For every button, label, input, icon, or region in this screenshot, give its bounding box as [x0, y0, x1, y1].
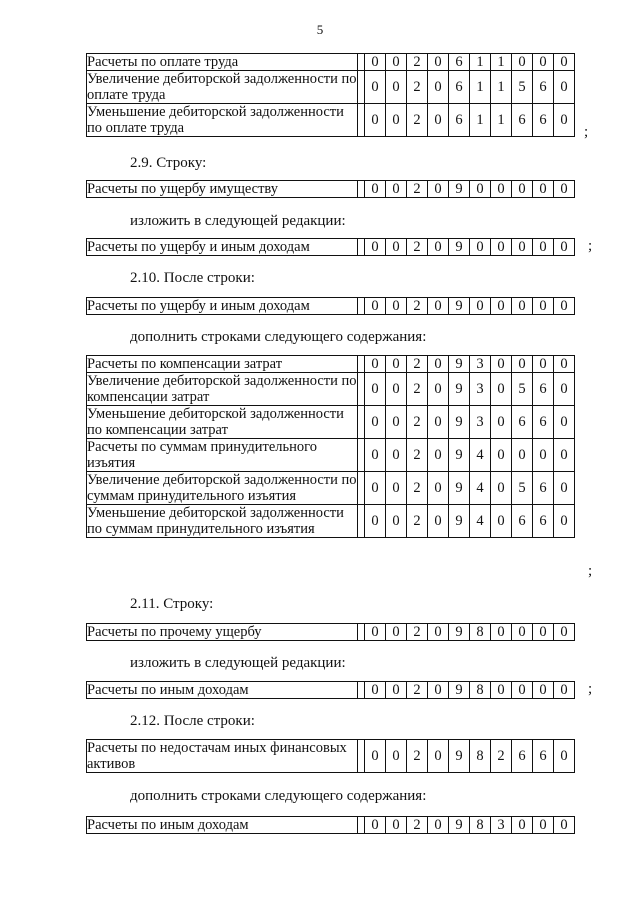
code-digit: 0: [512, 682, 533, 699]
code-digit: 0: [533, 181, 554, 198]
code-digit: 0: [365, 104, 386, 137]
code-digit: 6: [533, 373, 554, 406]
code-table: [86, 355, 575, 538]
column-gap: [358, 472, 365, 505]
account-table: [86, 53, 575, 137]
code-digit: 0: [533, 239, 554, 256]
code-digit: 0: [386, 71, 407, 104]
code-table: [86, 681, 575, 699]
code-digit: 9: [449, 373, 470, 406]
code-digit: 0: [554, 439, 575, 472]
code-digit: 9: [449, 239, 470, 256]
column-gap: [358, 181, 365, 198]
code-digit: 6: [512, 406, 533, 439]
code-digit: 1: [491, 54, 512, 71]
code-digit: 9: [449, 472, 470, 505]
account-label: Увеличение дебиторской задолженности по оплате труда: [87, 71, 357, 103]
code-digit: 6: [449, 71, 470, 104]
code-digit: 0: [365, 356, 386, 373]
code-digit: 5: [512, 373, 533, 406]
code-digit: 2: [407, 181, 428, 198]
code-digit: 6: [449, 54, 470, 71]
paragraph-2-10: 2.10. После строки:: [130, 270, 255, 286]
code-digit: 1: [470, 71, 491, 104]
code-digit: 0: [365, 624, 386, 641]
code-digit: 0: [533, 54, 554, 71]
code-digit: 3: [470, 356, 491, 373]
code-digit: 0: [386, 373, 407, 406]
account-table: [86, 238, 575, 256]
code-digit: 0: [428, 239, 449, 256]
code-digit: 2: [407, 406, 428, 439]
code-digit: 0: [428, 740, 449, 773]
code-digit: 0: [365, 472, 386, 505]
column-gap: [358, 439, 365, 472]
code-digit: 0: [533, 298, 554, 315]
account-label: Расчеты по ущербу и иным доходам: [87, 239, 358, 256]
code-digit: 9: [449, 624, 470, 641]
code-digit: 0: [365, 239, 386, 256]
code-digit: 0: [470, 181, 491, 198]
code-digit: 3: [491, 817, 512, 834]
code-digit: 0: [428, 682, 449, 699]
column-gap: [358, 406, 365, 439]
table-row: [87, 356, 575, 373]
code-digit: 6: [533, 104, 554, 137]
code-table: [86, 238, 575, 256]
account-table: [86, 739, 575, 773]
code-digit: 0: [428, 71, 449, 104]
code-digit: 6: [533, 406, 554, 439]
code-table: [86, 739, 575, 773]
table-row: [87, 373, 575, 406]
account-table: [86, 681, 575, 699]
table-row: [87, 104, 575, 137]
code-digit: 0: [554, 472, 575, 505]
code-digit: 8: [470, 740, 491, 773]
code-digit: 0: [512, 439, 533, 472]
account-label: Уменьшение дебиторской задолженности по компенсации затрат: [87, 406, 358, 439]
column-gap: [358, 505, 365, 538]
code-digit: 0: [470, 239, 491, 256]
code-digit: 0: [554, 624, 575, 641]
code-digit: 0: [491, 406, 512, 439]
semicolon: ;: [588, 681, 593, 697]
code-digit: 2: [407, 298, 428, 315]
code-digit: 0: [428, 104, 449, 137]
column-gap: [358, 104, 365, 137]
code-digit: 0: [386, 682, 407, 699]
column-gap: [358, 54, 365, 71]
paragraph-2-9: 2.9. Строку:: [130, 155, 207, 171]
table-row: [87, 181, 575, 198]
code-digit: 0: [428, 373, 449, 406]
code-digit: 0: [554, 104, 575, 137]
code-digit: 9: [449, 181, 470, 198]
code-digit: 2: [407, 472, 428, 505]
code-digit: 0: [365, 817, 386, 834]
table-row: [87, 740, 575, 773]
account-label: Расчеты по иным доходам: [87, 682, 358, 699]
code-digit: 0: [512, 817, 533, 834]
account-label: Расчеты по прочему ущербу: [87, 624, 358, 641]
code-digit: 0: [365, 181, 386, 198]
code-digit: 0: [428, 624, 449, 641]
paragraph-2-12: 2.12. После строки:: [130, 713, 255, 729]
code-digit: 0: [554, 817, 575, 834]
code-digit: 0: [365, 54, 386, 71]
code-table: [86, 816, 575, 834]
code-digit: 0: [365, 71, 386, 104]
code-digit: 0: [386, 439, 407, 472]
account-table: [86, 355, 575, 538]
account-label: Расчеты по компенсации затрат: [87, 356, 358, 373]
code-digit: 0: [428, 817, 449, 834]
paragraph-2-11: 2.11. Строку:: [130, 596, 214, 612]
code-digit: 0: [386, 298, 407, 315]
code-digit: 6: [533, 472, 554, 505]
code-digit: 0: [512, 356, 533, 373]
code-digit: 0: [554, 181, 575, 198]
code-digit: 9: [449, 356, 470, 373]
code-digit: 0: [428, 54, 449, 71]
table-row: [87, 71, 575, 104]
code-digit: 1: [491, 104, 512, 137]
account-label: Расчеты по ущербу имуществу: [87, 181, 358, 198]
column-gap: [358, 373, 365, 406]
code-digit: 2: [407, 505, 428, 538]
table-row: [87, 505, 575, 538]
table-row: [87, 239, 575, 256]
code-digit: 9: [449, 817, 470, 834]
code-digit: 0: [554, 298, 575, 315]
code-digit: 6: [533, 71, 554, 104]
code-digit: 0: [386, 817, 407, 834]
code-table: [86, 623, 575, 641]
code-digit: 0: [554, 239, 575, 256]
code-digit: 0: [533, 356, 554, 373]
code-digit: 2: [407, 740, 428, 773]
column-gap: [358, 298, 365, 315]
code-digit: 0: [554, 505, 575, 538]
code-digit: 2: [407, 682, 428, 699]
code-digit: 0: [428, 406, 449, 439]
code-digit: 2: [407, 71, 428, 104]
table-row: [87, 298, 575, 315]
code-digit: 0: [428, 472, 449, 505]
column-gap: [358, 740, 365, 773]
code-digit: 3: [470, 373, 491, 406]
code-digit: 0: [365, 505, 386, 538]
account-label: Увеличение дебиторской задолженности по компенсации затрат: [87, 373, 357, 405]
code-digit: 0: [470, 298, 491, 315]
code-digit: 0: [386, 472, 407, 505]
account-table: [86, 816, 575, 834]
code-digit: 0: [365, 682, 386, 699]
account-table: [86, 297, 575, 315]
code-digit: 9: [449, 505, 470, 538]
code-digit: 6: [449, 104, 470, 137]
code-digit: 1: [470, 54, 491, 71]
replace-instruction: изложить в следующей редакции:: [130, 213, 346, 229]
code-digit: 0: [533, 682, 554, 699]
code-digit: 0: [554, 682, 575, 699]
code-digit: 0: [491, 298, 512, 315]
code-digit: 0: [428, 439, 449, 472]
column-gap: [358, 239, 365, 256]
table-row: [87, 624, 575, 641]
code-digit: 4: [470, 505, 491, 538]
code-digit: 4: [470, 472, 491, 505]
code-digit: 0: [533, 624, 554, 641]
code-digit: 0: [554, 71, 575, 104]
code-digit: 9: [449, 439, 470, 472]
code-digit: 0: [386, 624, 407, 641]
code-digit: 0: [533, 439, 554, 472]
code-digit: 2: [407, 373, 428, 406]
code-digit: 0: [491, 239, 512, 256]
code-digit: 0: [428, 505, 449, 538]
account-label: Расчеты по оплате труда: [87, 54, 358, 71]
code-digit: 0: [428, 356, 449, 373]
code-digit: 2: [407, 624, 428, 641]
code-digit: 2: [407, 104, 428, 137]
table-row: [87, 439, 575, 472]
code-digit: 0: [533, 817, 554, 834]
code-digit: 0: [491, 624, 512, 641]
code-digit: 9: [449, 406, 470, 439]
account-label: Расчеты по ущербу и иным доходам: [87, 298, 358, 315]
code-digit: 0: [365, 439, 386, 472]
page-number: 5: [316, 22, 324, 37]
account-label: Уменьшение дебиторской задолженности по оплате труда: [87, 104, 358, 137]
code-digit: 0: [554, 356, 575, 373]
code-digit: 2: [407, 239, 428, 256]
replace-instruction: изложить в следующей редакции:: [130, 655, 346, 671]
code-digit: 2: [491, 740, 512, 773]
semicolon: ;: [588, 563, 593, 579]
code-digit: 2: [407, 356, 428, 373]
code-digit: 0: [491, 356, 512, 373]
code-digit: 0: [491, 472, 512, 505]
code-table: [86, 180, 575, 198]
code-digit: 4: [470, 439, 491, 472]
code-digit: 8: [470, 624, 491, 641]
code-digit: 0: [512, 239, 533, 256]
code-digit: 1: [470, 104, 491, 137]
code-digit: 0: [554, 54, 575, 71]
account-label: Расчеты по суммам принудительного изъятия: [87, 439, 358, 472]
code-digit: 5: [512, 472, 533, 505]
code-digit: 6: [533, 740, 554, 773]
code-digit: 0: [554, 740, 575, 773]
code-digit: 6: [512, 740, 533, 773]
code-digit: 9: [449, 740, 470, 773]
account-label: Уменьшение дебиторской задолженности по суммам принудительного изъятия: [87, 505, 358, 538]
code-digit: 0: [491, 439, 512, 472]
code-digit: 5: [512, 71, 533, 104]
code-digit: 9: [449, 298, 470, 315]
table-row: [87, 406, 575, 439]
supplement-instruction: дополнить строками следующего содержания:: [130, 329, 427, 345]
column-gap: [358, 817, 365, 834]
column-gap: [358, 624, 365, 641]
account-table: [86, 180, 575, 198]
table-row: [87, 682, 575, 699]
code-digit: 0: [554, 373, 575, 406]
code-digit: 0: [491, 181, 512, 198]
code-digit: 0: [428, 298, 449, 315]
code-digit: 0: [512, 624, 533, 641]
code-digit: 0: [365, 740, 386, 773]
semicolon: ;: [584, 124, 589, 140]
column-gap: [358, 356, 365, 373]
semicolon: ;: [588, 238, 593, 254]
code-digit: 0: [386, 505, 407, 538]
code-digit: 1: [491, 71, 512, 104]
code-digit: 2: [407, 54, 428, 71]
code-digit: 0: [512, 54, 533, 71]
code-digit: 2: [407, 439, 428, 472]
column-gap: [358, 682, 365, 699]
code-digit: 0: [554, 406, 575, 439]
code-digit: 0: [386, 181, 407, 198]
code-digit: 0: [491, 682, 512, 699]
code-digit: 2: [407, 817, 428, 834]
code-digit: 6: [512, 104, 533, 137]
account-table: [86, 623, 575, 641]
code-digit: 0: [365, 298, 386, 315]
code-digit: 0: [386, 406, 407, 439]
table-row: [87, 472, 575, 505]
code-digit: 0: [386, 356, 407, 373]
supplement-instruction: дополнить строками следующего содержания:: [130, 788, 427, 804]
code-digit: 0: [386, 54, 407, 71]
code-digit: 3: [470, 406, 491, 439]
account-label: Расчеты по иным доходам: [87, 817, 358, 834]
code-digit: 0: [491, 373, 512, 406]
code-digit: 0: [386, 740, 407, 773]
table-row: [87, 54, 575, 71]
column-gap: [358, 71, 365, 104]
code-digit: 0: [512, 181, 533, 198]
code-digit: 0: [512, 298, 533, 315]
account-label: Расчеты по недостачам иных финансовых активов: [87, 740, 358, 773]
code-digit: 8: [470, 817, 491, 834]
code-digit: 8: [470, 682, 491, 699]
code-digit: 0: [365, 373, 386, 406]
table-row: [87, 817, 575, 834]
code-table: [86, 53, 575, 137]
account-label: Увеличение дебиторской задолженности по суммам принудительного изъятия: [87, 472, 357, 504]
code-digit: 0: [365, 406, 386, 439]
code-digit: 6: [512, 505, 533, 538]
code-digit: 0: [491, 505, 512, 538]
code-digit: 6: [533, 505, 554, 538]
code-digit: 0: [428, 181, 449, 198]
code-digit: 0: [386, 239, 407, 256]
code-table: [86, 297, 575, 315]
code-digit: 9: [449, 682, 470, 699]
code-digit: 0: [386, 104, 407, 137]
